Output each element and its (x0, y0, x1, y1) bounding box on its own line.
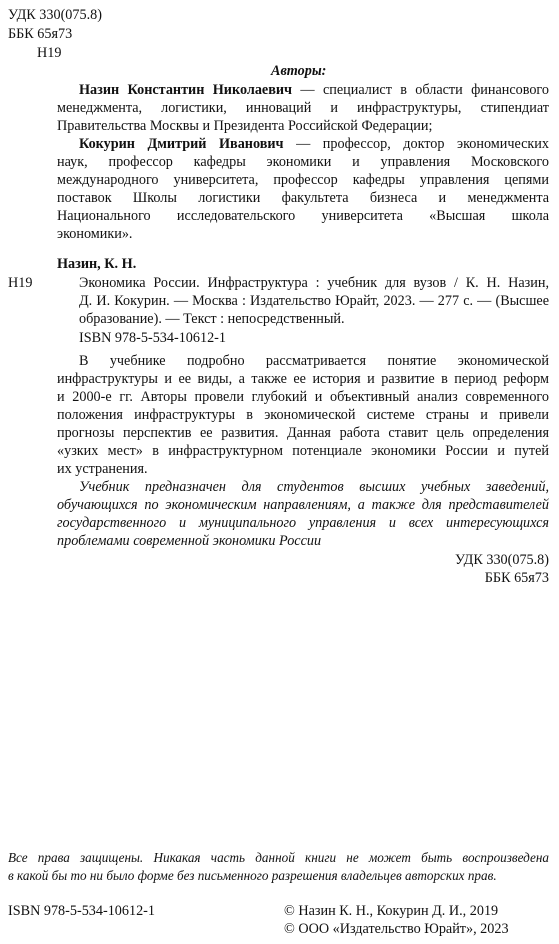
author1-line3: Правительства Москвы и Президента Российской Федерации; (57, 118, 433, 134)
copyright-authors: © Назин К. Н., Кокурин Д. И., 2019 (284, 903, 499, 919)
annotation-p1-line: положения инфраструктуры в экономической системе страны и привели (57, 407, 549, 423)
author2-line2: наук, профессор кафедры экономики и управления Московского (57, 154, 549, 170)
annotation-p1-line: инфраструктуры и ее виды, а также ее история и развитие в период реформ (57, 371, 549, 387)
author2-line4: поставок Школы логистики факультета бизнеса и менеджмента (57, 190, 549, 206)
annotation-p2-line: Учебник предназначен для студентов высших учебных заведений, (79, 479, 549, 495)
annotation-bbk: ББК 65я73 (484, 570, 549, 586)
author2-line5: Национального исследовательского университета «Высшая школа (57, 208, 549, 224)
annotation-p1-line: их устранения. (57, 461, 148, 477)
annotation-p2-line: проблемами современной экономики России (57, 533, 322, 549)
catalog-line2: Д. И. Кокурин. — Москва : Издательство Юрайт, 2023. — 277 с. — (Высшее (79, 293, 549, 309)
author1-name: Назин Константин Николаевич (79, 82, 293, 98)
author1-desc: — специалист в области финансового (300, 82, 549, 98)
author1-line1 (79, 81, 549, 99)
annotation-udk: УДК 330(075.8) (455, 552, 549, 568)
catalog-line3: образование). — Текст : непосредственный. (79, 311, 345, 327)
bbk-code: ББК 65я73 (8, 26, 73, 42)
author2-line3: международного университета, профессор кафедры управления цепями (57, 172, 549, 188)
annotation-p2-line: обучающихся по экономическим направлениям, а также для представителей (57, 497, 549, 513)
author1-line2: менеджмента, логистики, инноваций и инфраструктуры, стипендиат (57, 100, 549, 116)
catalog-main-author: Назин, К. Н. (57, 256, 137, 272)
annotation-p1-line: и 2000-е гг. Авторы провели глубокий и объективный анализ современного (57, 389, 549, 405)
copyright-publisher: © ООО «Издательство Юрайт», 2023 (284, 921, 509, 937)
rights-notice-line2: в какой бы то ни было форме без письменного разрешения владельцев авторских прав. (8, 868, 497, 883)
rights-notice-line1: Все права защищены. Никакая часть данной книги не может быть воспроизведена (8, 850, 549, 865)
annotation-p2-line: государственного и муниципального управления и всех интересующихся (57, 515, 549, 531)
annotation-p1-line: «узких мест» в инфраструктурном потенциале экономики России и путей (57, 443, 549, 459)
author-mark: Н19 (37, 45, 62, 61)
catalog-code: Н19 (8, 275, 33, 291)
author2-line6: экономики». (57, 226, 133, 242)
footer-isbn: ISBN 978-5-534-10612-1 (8, 903, 155, 919)
catalog-line1: Экономика России. Инфраструктура : учебник для вузов / К. Н. Назин, (79, 275, 549, 291)
catalog-isbn: ISBN 978-5-534-10612-1 (79, 330, 226, 346)
udk-code: УДК 330(075.8) (8, 7, 102, 23)
annotation-p1-line: В учебнике подробно рассматривается понятие экономической (79, 353, 549, 369)
author2-name: Кокурин Дмитрий Иванович (79, 136, 284, 152)
author2-desc: — профессор, доктор экономических (296, 136, 549, 152)
authors-title: Авторы: (271, 63, 327, 79)
author2-line1 (79, 135, 549, 153)
annotation-p1-line: прогнозы перспектив ее развития. Данная работа ставит цель определения (57, 425, 549, 441)
